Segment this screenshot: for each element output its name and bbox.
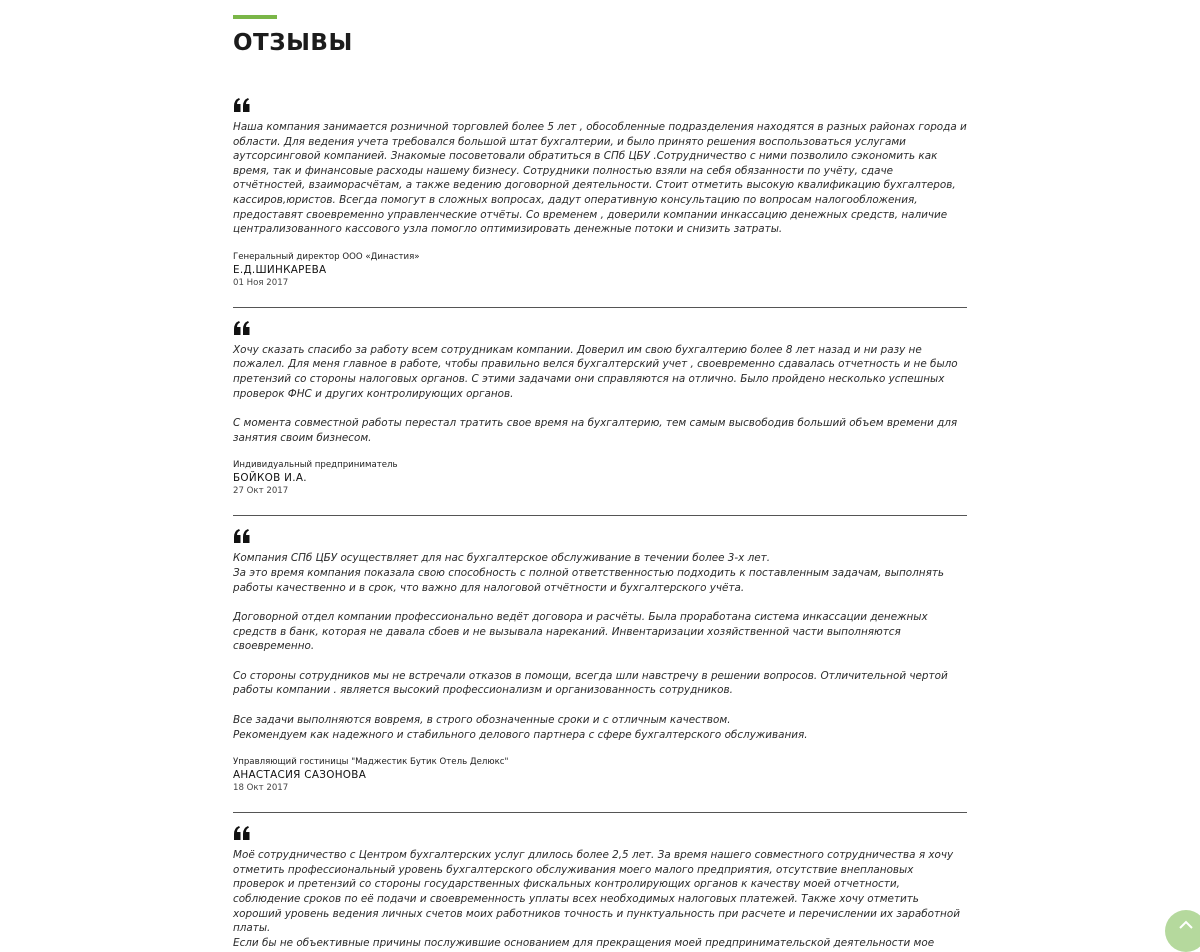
author-role: Генеральный директор ООО «Династия» <box>233 251 420 262</box>
review-text <box>233 343 967 446</box>
quote-icon <box>233 529 251 545</box>
reviews-list <box>233 98 967 950</box>
review-date: 18 Окт 2017 <box>233 783 289 794</box>
review-text <box>233 848 967 950</box>
review-item <box>233 812 967 950</box>
page-title: ОТЗЫВЫ <box>233 30 353 56</box>
quote-icon <box>233 321 251 337</box>
review-date: 01 Ноя 2017 <box>233 277 289 288</box>
author-name: БОЙКОВ И.А. <box>233 472 307 485</box>
author-role: Индивидуальный предприниматель <box>233 460 398 471</box>
quote-icon <box>233 98 251 114</box>
chevron-up-icon <box>1178 919 1194 929</box>
review-text <box>233 551 967 742</box>
author-name: Е.Д.ШИНКАРЕВА <box>233 263 327 276</box>
review-item <box>233 307 967 499</box>
review-paragraph: Компания СПб ЦБУ осуществляет для нас бухгалтерское обслуживание в течении более 3-х лет. За это время компания показала свою способность с полной ответственностью подходить к поставленным задачам, выполнять работы качественно и в срок, что важно для налоговой отчётности и бухгалтерского учёта. <box>233 552 945 594</box>
review-item <box>233 515 967 795</box>
review-paragraph: Хочу сказать спасибо за работу всем сотрудникам компании. Доверил им свою бухгалтерию более 8 лет назад и ни разу не пожалел. Для меня главное в работе, чтобы правильно велся бухгалтерский учет , своевременно сдавалась отчетность и не было претензий со стороны налоговых органов. С этими задачами они справляются на отлично. Было пройдено несколько успешных проверок ФНС и других контролирующих органов. <box>233 343 958 400</box>
review-paragraph: С момента совместной работы перестал тратить свое время на бухгалтерию, тем самым высвободив больший объем времени для занятия своим бизнесом. <box>233 417 958 444</box>
review-paragraph: Все задачи выполняются вовремя, в строго обозначенные сроки и с отличным качеством. Рекомендуем как надежного и стабильного делового партнера с сфере бухгалтерского обслуживания. <box>233 714 808 741</box>
author-name: АНАСТАСИЯ САЗОНОВА <box>233 769 367 782</box>
author-role: Управляющий гостиницы "Маджестик Бутик Отель Делюкс" <box>233 757 509 768</box>
review-paragraph: Наша компания занимается розничной торговлей более 5 лет , обособленные подразделения находятся в разных районах города и области. Для ведения учета требовался большой штат бухгалтерии, и было принято решения воспользоваться услугами аутсорсинговой компанией. Знакомые посоветовали обратиться в СПб ЦБУ .Сотрудничество с ними позволило сэкономить как время, так и финансовые расходы нашему бизнесу. Сотрудники полностью взяли на себя обязанности по учёту, сдаче отчётностей, взаиморасчётам, а также ведению договорной деятельности. Стоит отметить высокую квалификацию бухгалтеров, кассиров,юристов. Всегда помогут в сложных вопросах, дадут оперативную консультацию по вопросам налогообложения, предоставят своевременно управленческие отчёты. Со временем , доверили компании инкассацию денежных средств, наличие централизованного кассового узла помогло оптимизировать денежные потоки и снизить затраты. <box>233 121 967 236</box>
quote-icon <box>233 826 251 842</box>
review-paragraph: Со стороны сотрудников мы не встречали отказов в помощи, всегда шли навстречу в решении вопросов. Отличительной чертой работы компании . является высокий профессионализм и организованность сотрудников. <box>233 669 948 697</box>
review-paragraph: Договорной отдел компании профессионально ведёт договора и расчёты. Была проработана система инкассации денежных средств в банк, которая не давала сбоев и не вызывала нареканий. Инвентаризации хозяйственной части выполняются своевременно. <box>233 611 928 653</box>
review-paragraph: Моё сотрудничество с Центром бухгалтерских услуг длилось более 2,5 лет. За время нашего совместного сотрудничества я хочу отметить профессиональный уровень бухгалтерского обслуживания моего малого предприятия, отсутствие внеплановых проверок и претензий со стороны государственных фискальных контролирующих органов к качеству моей отчетности, соблюдение сроков по её подачи и своевременность уплаты всех необходимых налоговых платежей. Также хочу отметить хороший уровень ведения личных счетов моих работников точность и пунктуальность при расчете и перечислении их заработной платы. Если бы не объективные причины послужившие основанием для прекращения моей предпринимательской деятельности мое <box>233 849 960 949</box>
scroll-to-top-button[interactable] <box>1165 910 1200 952</box>
review-text <box>233 120 967 237</box>
review-item <box>233 98 967 290</box>
title-accent-bar <box>233 15 277 19</box>
review-date: 27 Окт 2017 <box>233 486 289 497</box>
